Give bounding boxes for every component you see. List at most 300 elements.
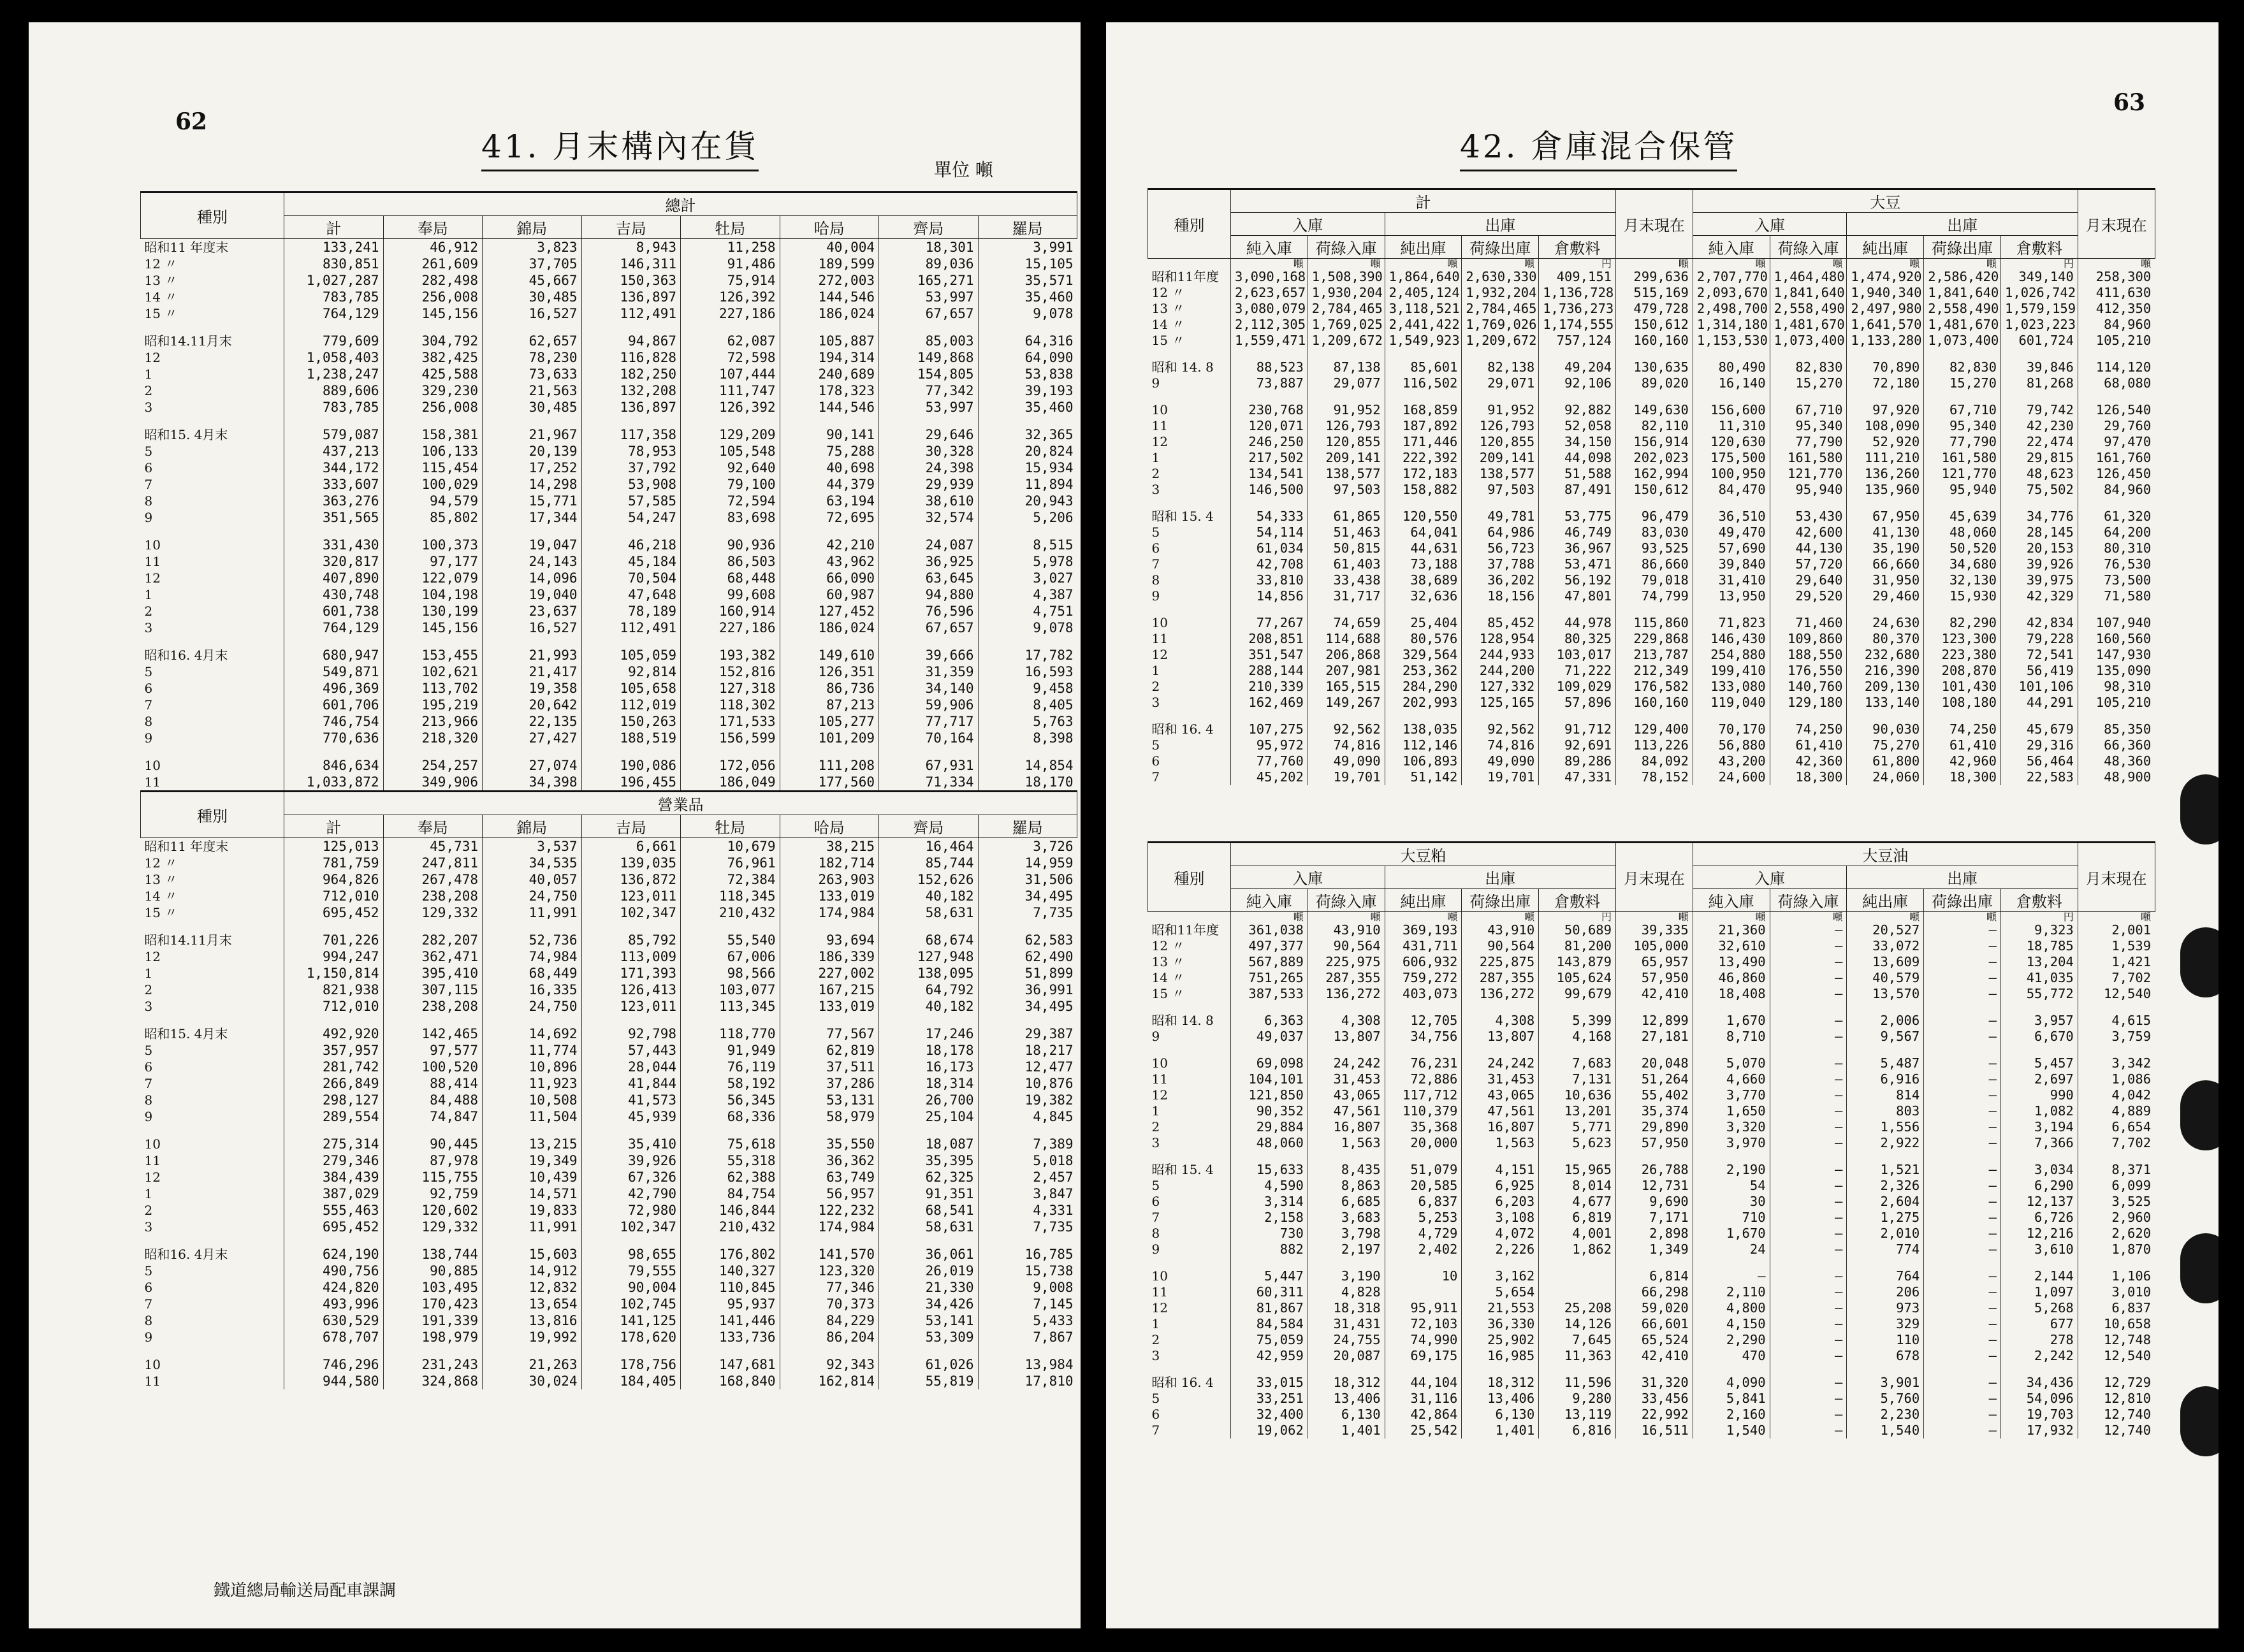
table-row [141, 476, 1077, 493]
cell: 5,070 [1693, 1045, 1770, 1071]
cell: 71,460 [1770, 604, 1847, 631]
cell: 5,433 [978, 1312, 1077, 1329]
col-header-station: 奉局 [383, 216, 483, 239]
table-row [1148, 375, 2155, 391]
cell: 37,286 [780, 1075, 879, 1092]
col-header: 純出庫 [1385, 889, 1462, 912]
cell: 105,548 [681, 443, 780, 460]
cell: — [1770, 1242, 1847, 1257]
cell: 94,880 [879, 586, 979, 603]
row-label: 10 [144, 1357, 161, 1372]
cell: 120,550 [1385, 498, 1462, 525]
cell: 45,184 [581, 553, 681, 570]
cell: 195,219 [383, 697, 483, 713]
table-row [141, 1373, 1077, 1389]
cell: 357,957 [284, 1042, 384, 1059]
cell: 20,153 [2001, 540, 2078, 556]
col-header-station: 吉局 [581, 815, 681, 838]
table-row [141, 680, 1077, 697]
cell: 746,754 [284, 713, 384, 730]
cell: — [1924, 1348, 2001, 1364]
cell: 62,819 [780, 1042, 879, 1059]
cell: 424,820 [284, 1279, 384, 1296]
row-label: 12 〃 [1151, 938, 1185, 953]
cell: 1,539 [2078, 938, 2155, 954]
row-label: 12 [144, 570, 161, 586]
cell: 764,129 [284, 305, 384, 322]
cell: 116,502 [1385, 375, 1462, 391]
row-label: 昭和14.11月末 [144, 333, 232, 349]
cell: 102,745 [581, 1296, 681, 1312]
cell: 3,901 [1847, 1364, 1924, 1391]
table-row [141, 620, 1077, 636]
cell: 13,984 [978, 1345, 1077, 1373]
cell: 19,703 [2000, 1407, 2078, 1423]
stamp-icon [2180, 1080, 2218, 1150]
cell: 125,165 [1462, 695, 1539, 711]
cell: — [1770, 986, 1847, 1002]
row-label: 7 [1151, 1423, 1160, 1438]
cell: — [1924, 1002, 2001, 1029]
cell: 1,136,728 [1539, 285, 1616, 301]
table-row [141, 921, 1077, 948]
cell: 40,057 [483, 871, 582, 888]
table-row [1148, 466, 2155, 482]
cell: 37,788 [1462, 556, 1539, 572]
cell: 2,707,770 [1693, 269, 1770, 285]
cell: 29,071 [1462, 375, 1539, 391]
cell: 33,072 [1847, 938, 1924, 954]
cell: 13,570 [1847, 986, 1924, 1002]
cell: 13,406 [1462, 1391, 1539, 1407]
table-row [1148, 269, 2155, 285]
month-end-header: 月末現在 [2078, 843, 2155, 912]
cell: 97,470 [2078, 434, 2155, 450]
cell: 60,987 [780, 586, 879, 603]
cell: 76,961 [681, 855, 780, 871]
cell: — [1693, 1257, 1770, 1284]
cell: 12,832 [483, 1279, 582, 1296]
cell: 746,296 [284, 1345, 384, 1373]
cell: 3,726 [978, 838, 1077, 855]
table-row [1148, 1226, 2155, 1242]
row-label: 2 [144, 982, 153, 997]
cell: 107,275 [1231, 711, 1308, 737]
cell: 2,498,700 [1693, 301, 1770, 317]
cell: 44,130 [1770, 540, 1847, 556]
unit-label: 噸 [1847, 912, 1924, 923]
cell: 1,930,204 [1308, 285, 1385, 301]
cell: 87,138 [1308, 349, 1385, 375]
cell: 32,365 [978, 416, 1077, 443]
cell: 25,208 [1539, 1300, 1616, 1316]
cell: 118,770 [681, 1015, 780, 1042]
cell: 29,520 [1770, 588, 1847, 604]
cell: 55,772 [2000, 986, 2078, 1002]
cell: 21,360 [1693, 922, 1770, 938]
cell: 34,495 [978, 888, 1077, 904]
cell: 90,445 [383, 1125, 483, 1152]
table-row [141, 838, 1077, 855]
cell: 7,389 [978, 1125, 1077, 1152]
cell: 31,320 [1615, 1364, 1693, 1391]
row-label: 10 [144, 537, 161, 553]
cell: 67,006 [681, 948, 780, 965]
soy-oil-header: 大豆油 [1693, 843, 2078, 866]
cell: 103,077 [681, 982, 780, 998]
cell: 244,933 [1462, 647, 1539, 663]
cell: 87,491 [1539, 482, 1616, 498]
cell: 72,980 [581, 1202, 681, 1219]
cell: 57,896 [1539, 695, 1616, 711]
cell: 9,008 [978, 1279, 1077, 1296]
cell: 2,158 [1231, 1210, 1308, 1226]
cell: 64,041 [1385, 525, 1462, 540]
cell: 26,700 [879, 1092, 979, 1108]
cell: 69,175 [1385, 1348, 1462, 1364]
row-label: 13 〃 [1151, 301, 1185, 316]
cell: 8,863 [1308, 1178, 1385, 1194]
cell: 27,074 [483, 746, 582, 774]
table-41 [140, 191, 1077, 1389]
cell: 95,940 [1770, 482, 1847, 498]
cell: 77,567 [780, 1015, 879, 1042]
unit-label: 噸 [1308, 912, 1385, 923]
unit-label: 噸 [1385, 259, 1462, 270]
cell: 52,736 [483, 921, 582, 948]
cell: 3,823 [483, 239, 582, 256]
cell: 4,331 [978, 1202, 1077, 1219]
cell: 17,810 [978, 1373, 1077, 1389]
table-row [1148, 1087, 2155, 1103]
cell: 3,108 [1462, 1210, 1539, 1226]
out-header: 出庫 [1385, 866, 1615, 889]
cell: 49,204 [1539, 349, 1616, 375]
cell: 10 [1385, 1257, 1462, 1284]
cell: 210,432 [681, 1219, 780, 1235]
table-row [141, 1219, 1077, 1235]
cell: 90,885 [383, 1263, 483, 1279]
table-row [141, 1059, 1077, 1075]
cell: 783,785 [284, 289, 384, 305]
cell: 74,250 [1770, 711, 1847, 737]
out-header: 出庫 [1385, 213, 1615, 236]
cell: 51,463 [1308, 525, 1385, 540]
out-header: 出庫 [1847, 213, 2078, 236]
section-title: 總計 [284, 192, 1077, 216]
cell: 75,618 [681, 1125, 780, 1152]
cell: 61,034 [1231, 540, 1308, 556]
row-label: 10 [1151, 1055, 1168, 1071]
cell: 88,414 [383, 1075, 483, 1092]
cell: 144,546 [780, 289, 879, 305]
row-label: 昭和 16. 4 [1151, 1375, 1214, 1390]
cell: — [1770, 1178, 1847, 1194]
cell [1385, 1284, 1462, 1300]
cell: 25,104 [879, 1108, 979, 1125]
cell: 175,500 [1693, 450, 1770, 466]
col-header-station: 牡局 [681, 216, 780, 239]
cell: 13,807 [1462, 1029, 1539, 1045]
unit-label: 噸 [1770, 912, 1847, 923]
cell: 3,610 [2000, 1242, 2078, 1257]
table-row [141, 1235, 1077, 1263]
cell: 57,950 [1615, 970, 1693, 986]
cell: 15,930 [1924, 588, 2001, 604]
cell: 145,156 [383, 305, 483, 322]
cell: 29,760 [2078, 418, 2155, 434]
cell: 66,090 [780, 570, 879, 586]
cell: 76,596 [879, 603, 979, 620]
cell: 129,180 [1770, 695, 1847, 711]
cell: 90,564 [1308, 938, 1385, 954]
table-row [1148, 588, 2155, 604]
cell: 6,726 [2000, 1210, 2078, 1226]
cell: 64,316 [978, 322, 1077, 349]
cell: 36,991 [978, 982, 1077, 998]
cell: 331,430 [284, 526, 384, 553]
cell: 275,314 [284, 1125, 384, 1152]
table-41-title: 41. 月末構內在貨 [481, 121, 759, 171]
cell: 4,677 [1539, 1194, 1616, 1210]
table-row [1148, 540, 2155, 556]
cell: 210,432 [681, 904, 780, 921]
col-header-station: 羅局 [978, 815, 1077, 838]
cell: 51,264 [1615, 1071, 1693, 1087]
cell: 712,010 [284, 998, 384, 1015]
cell: 8,405 [978, 697, 1077, 713]
cell: 21,563 [483, 382, 582, 399]
cell: 80,325 [1539, 631, 1616, 647]
units-row [1148, 912, 2155, 923]
cell: 153,455 [383, 636, 483, 663]
cell: 105,887 [780, 322, 879, 349]
cell: 42,864 [1385, 1407, 1462, 1423]
cell: 160,914 [681, 603, 780, 620]
cell: 92,814 [581, 663, 681, 680]
cell: 320,817 [284, 553, 384, 570]
row-label: 5 [1151, 737, 1160, 753]
cell: 19,701 [1462, 769, 1539, 785]
row-label: 3 [1151, 1135, 1160, 1150]
row-label: 6 [144, 1059, 153, 1075]
row-label: 12 [1151, 647, 1168, 662]
cell: 7,735 [978, 904, 1077, 921]
cell: 46,749 [1539, 525, 1616, 540]
cell: 150,263 [581, 713, 681, 730]
cell: 136,897 [581, 289, 681, 305]
cell: 12,137 [2000, 1194, 2078, 1210]
cell: 162,814 [780, 1373, 879, 1389]
cell: 70,373 [780, 1296, 879, 1312]
cell: 48,900 [2078, 769, 2155, 785]
cell: 83,030 [1616, 525, 1693, 540]
cell: 42,959 [1231, 1348, 1308, 1364]
cell: 14,959 [978, 855, 1077, 871]
cell: 12,477 [978, 1059, 1077, 1075]
cell: 208,870 [1924, 663, 2001, 679]
table-row [141, 1279, 1077, 1296]
table-row [1148, 938, 2155, 954]
cell: 72,886 [1385, 1071, 1462, 1087]
cell: 130,199 [383, 603, 483, 620]
table-row [1148, 1284, 2155, 1300]
units-spacer [1148, 259, 1231, 270]
cell: 38,610 [879, 493, 979, 509]
cell: 81,867 [1231, 1300, 1308, 1316]
cell: 12,731 [1615, 1178, 1693, 1194]
row-label: 12 〃 [144, 256, 178, 272]
cell: 5,447 [1231, 1257, 1308, 1284]
cell: 40,182 [879, 998, 979, 1015]
cell: 59,906 [879, 697, 979, 713]
row-label: 8 [144, 714, 153, 729]
cell: 61,800 [1847, 753, 1924, 769]
cell: 1,559,471 [1231, 333, 1308, 349]
cell: 74,984 [483, 948, 582, 965]
cell: 42,360 [1770, 753, 1847, 769]
cell: 32,574 [879, 509, 979, 526]
cell: 41,130 [1847, 525, 1924, 540]
cell: 45,939 [581, 1108, 681, 1125]
cell: 44,379 [780, 476, 879, 493]
cell: 68,674 [879, 921, 979, 948]
cell: 37,511 [780, 1059, 879, 1075]
cell: 48,060 [1924, 525, 2001, 540]
cell: 34,398 [483, 774, 582, 792]
cell: 42,210 [780, 526, 879, 553]
cell: 6,685 [1308, 1194, 1385, 1210]
cell: 329,564 [1385, 647, 1462, 663]
cell: 803 [1847, 1103, 1924, 1119]
cell: 1,862 [1539, 1242, 1616, 1257]
cell: 16,464 [879, 838, 979, 855]
row-label: 2 [1151, 1119, 1160, 1134]
cell: 209,141 [1308, 450, 1385, 466]
row-label: 3 [1151, 695, 1160, 710]
cell: 149,610 [780, 636, 879, 663]
cell: 16,527 [483, 620, 582, 636]
row-label: 10 [1151, 1268, 1168, 1284]
cell: 3,190 [1308, 1257, 1385, 1284]
cell: 171,446 [1385, 434, 1462, 450]
cell: 86,204 [780, 1329, 879, 1345]
cell: 133,140 [1847, 695, 1924, 711]
cell: 72,384 [681, 871, 780, 888]
cell: 57,585 [581, 493, 681, 509]
cell: 95,911 [1385, 1300, 1462, 1316]
cell: 496,369 [284, 680, 384, 697]
cell: 21,993 [483, 636, 582, 663]
cell: 59,020 [1615, 1300, 1693, 1316]
cell: 97,577 [383, 1042, 483, 1059]
cell: 751,265 [1231, 970, 1308, 986]
cell: 144,546 [780, 399, 879, 416]
table-row [1148, 970, 2155, 986]
cell: 135,960 [1847, 482, 1924, 498]
cell: 54,247 [581, 509, 681, 526]
cell: 1,086 [2078, 1071, 2155, 1087]
table-row [1148, 1151, 2155, 1178]
cell: 184,405 [581, 1373, 681, 1389]
cell: 45,679 [2001, 711, 2078, 737]
cell: 73,500 [2078, 572, 2155, 588]
cell: 230,768 [1231, 391, 1308, 418]
row-label: 昭和16. 4月末 [144, 1247, 228, 1262]
cell: 86,736 [780, 680, 879, 697]
table-42-meal-oil [1148, 841, 2155, 1438]
cell: 4,090 [1693, 1364, 1770, 1391]
cell: 764 [1847, 1257, 1924, 1284]
cell: 7,735 [978, 1219, 1077, 1235]
cell: 289,554 [284, 1108, 384, 1125]
cell: 62,583 [978, 921, 1077, 948]
cell: 76,231 [1385, 1045, 1462, 1071]
table-row [1148, 922, 2155, 938]
cell: 18,087 [879, 1125, 979, 1152]
cell: 42,230 [2001, 418, 2078, 434]
left-page [29, 22, 1081, 1628]
cell: 56,419 [2001, 663, 2078, 679]
cell: 821,938 [284, 982, 384, 998]
row-label: 12 [1151, 1300, 1168, 1315]
cell: 32,610 [1693, 938, 1770, 954]
cell: 4,800 [1693, 1300, 1770, 1316]
cell: 3,537 [483, 838, 582, 855]
cell: 24,060 [1847, 769, 1924, 785]
cell: 30,024 [483, 1373, 582, 1389]
cell: 16,807 [1462, 1119, 1539, 1135]
cell: 14,692 [483, 1015, 582, 1042]
cell: 1,082 [2000, 1103, 2078, 1119]
cell: 78,230 [483, 349, 582, 366]
cell: 14,856 [1231, 588, 1308, 604]
cell: 129,209 [681, 416, 780, 443]
cell: 6,819 [1539, 1210, 1616, 1226]
cell: 2,230 [1847, 1407, 1924, 1423]
cell: 136,872 [581, 871, 681, 888]
table-row [1148, 556, 2155, 572]
cell: 779,609 [284, 322, 384, 349]
cell: — [1924, 1029, 2001, 1045]
cell: 82,290 [1924, 604, 2001, 631]
cell: 56,723 [1462, 540, 1539, 556]
unit-label: 噸 [1693, 912, 1770, 923]
cell: 48,360 [2078, 753, 2155, 769]
cell: — [1770, 1002, 1847, 1029]
row-label: 10 [1151, 402, 1168, 417]
cell: 2,093,670 [1693, 285, 1770, 301]
cell: 127,318 [681, 680, 780, 697]
cell: 56,345 [681, 1092, 780, 1108]
cell: 142,465 [383, 1015, 483, 1042]
cell: 36,061 [879, 1235, 979, 1263]
cell: 497,377 [1231, 938, 1308, 954]
table-row [1148, 1119, 2155, 1135]
cell: 44,098 [1539, 450, 1616, 466]
cell: 92,798 [581, 1015, 681, 1042]
row-label: 15 〃 [144, 306, 178, 321]
row-label: 昭和11 年度末 [144, 839, 229, 854]
cell: 141,570 [780, 1235, 879, 1263]
table-row [141, 730, 1077, 746]
cell: — [1770, 1119, 1847, 1135]
table-row [1148, 391, 2155, 418]
cell: 16,173 [879, 1059, 979, 1075]
cell: 14,298 [483, 476, 582, 493]
row-label: 1 [144, 366, 153, 382]
cell: 84,960 [2078, 482, 2155, 498]
